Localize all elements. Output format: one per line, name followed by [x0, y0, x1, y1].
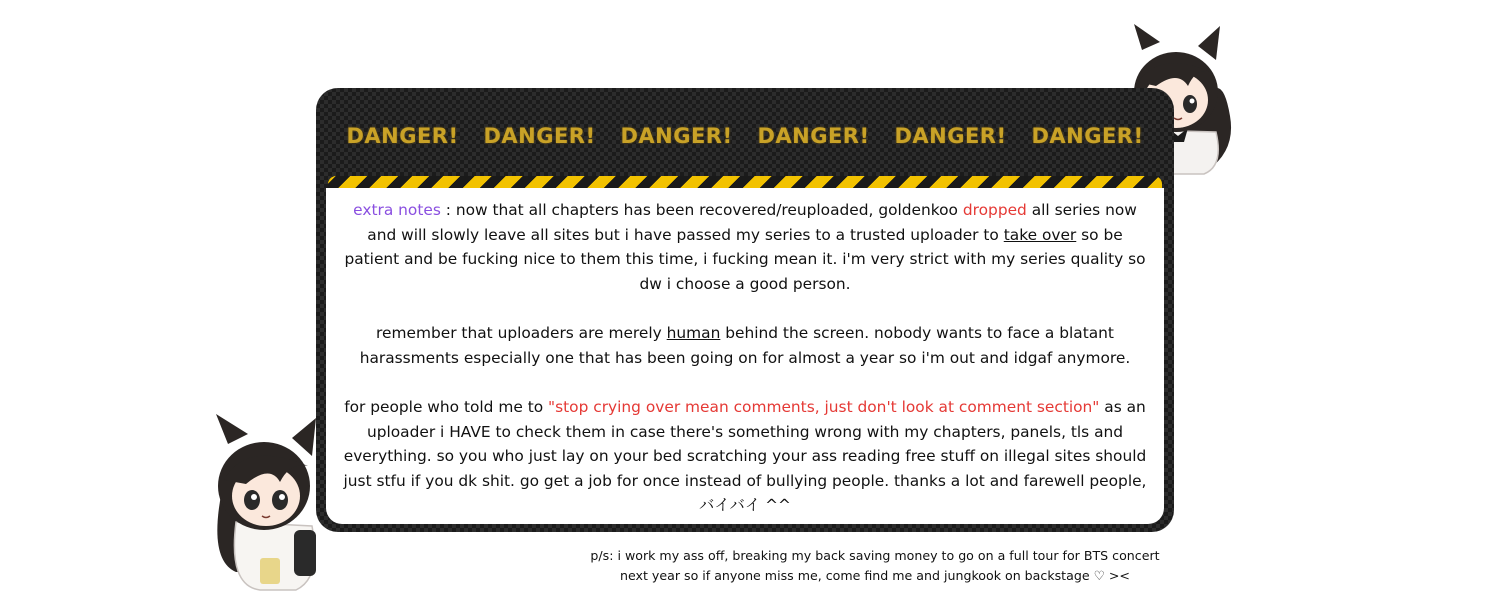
danger-text: DANGER!: [620, 124, 733, 148]
danger-text: DANGER!: [894, 124, 1007, 148]
human-underlined: human: [666, 324, 721, 342]
ps-note: [580, 546, 1170, 586]
ps-line: p/s: i work my ass off, breaking my back saving money to go on a full tour for BTS concert: [590, 548, 1160, 563]
extra-notes-label: extra notes: [353, 201, 441, 219]
chibi-character-bottom-left-icon: [200, 410, 332, 594]
danger-text: DANGER!: [483, 124, 596, 148]
note-paragraph-1: [342, 198, 1148, 296]
note-text: for people who told me to: [344, 398, 549, 416]
notes-panel: [326, 188, 1164, 524]
note-text: as an uploader i HAVE to check them in case there's something wrong with my chapters, panels, tls and everything. so you who just lay on your bed scratching your ass reading free stuff on illegal sites should just stfu if you dk shit. go get a job for once instead of bullying people. thanks a lot and farewell people, バイバイ ^^: [343, 398, 1147, 514]
danger-text: DANGER!: [1031, 124, 1144, 148]
danger-banner: [316, 116, 1174, 156]
ps-line: next year so if anyone miss me, come find me and jungkook on backstage ♡ ><: [620, 568, 1130, 583]
dropped-highlight: dropped: [962, 201, 1027, 219]
note-paragraph-3: [342, 395, 1148, 518]
danger-text: DANGER!: [757, 124, 870, 148]
quote-highlight: "stop crying over mean comments, just don't look at comment section": [548, 398, 1100, 416]
note-text: : now that all chapters has been recovered/reuploaded, goldenkoo: [440, 201, 963, 219]
note-text: all series now and will slowly leave all sites but i have passed my series to a trusted uploader to: [367, 201, 1137, 244]
take-over-underlined: take over: [1003, 225, 1077, 244]
note-text: remember that uploaders are merely: [376, 324, 667, 342]
note-text: behind the screen. nobody wants to face a blatant harassments especially one that has been going on for almost a year so i'm out and idgaf anymore.: [359, 324, 1131, 367]
note-paragraph-2: [342, 321, 1148, 370]
danger-notice-card: [316, 88, 1174, 532]
note-text: so be patient and be fucking nice to them this time, i fucking mean it. i'm very strict with my series quality so dw i choose a good person.: [344, 225, 1146, 293]
danger-text: DANGER!: [346, 124, 459, 148]
